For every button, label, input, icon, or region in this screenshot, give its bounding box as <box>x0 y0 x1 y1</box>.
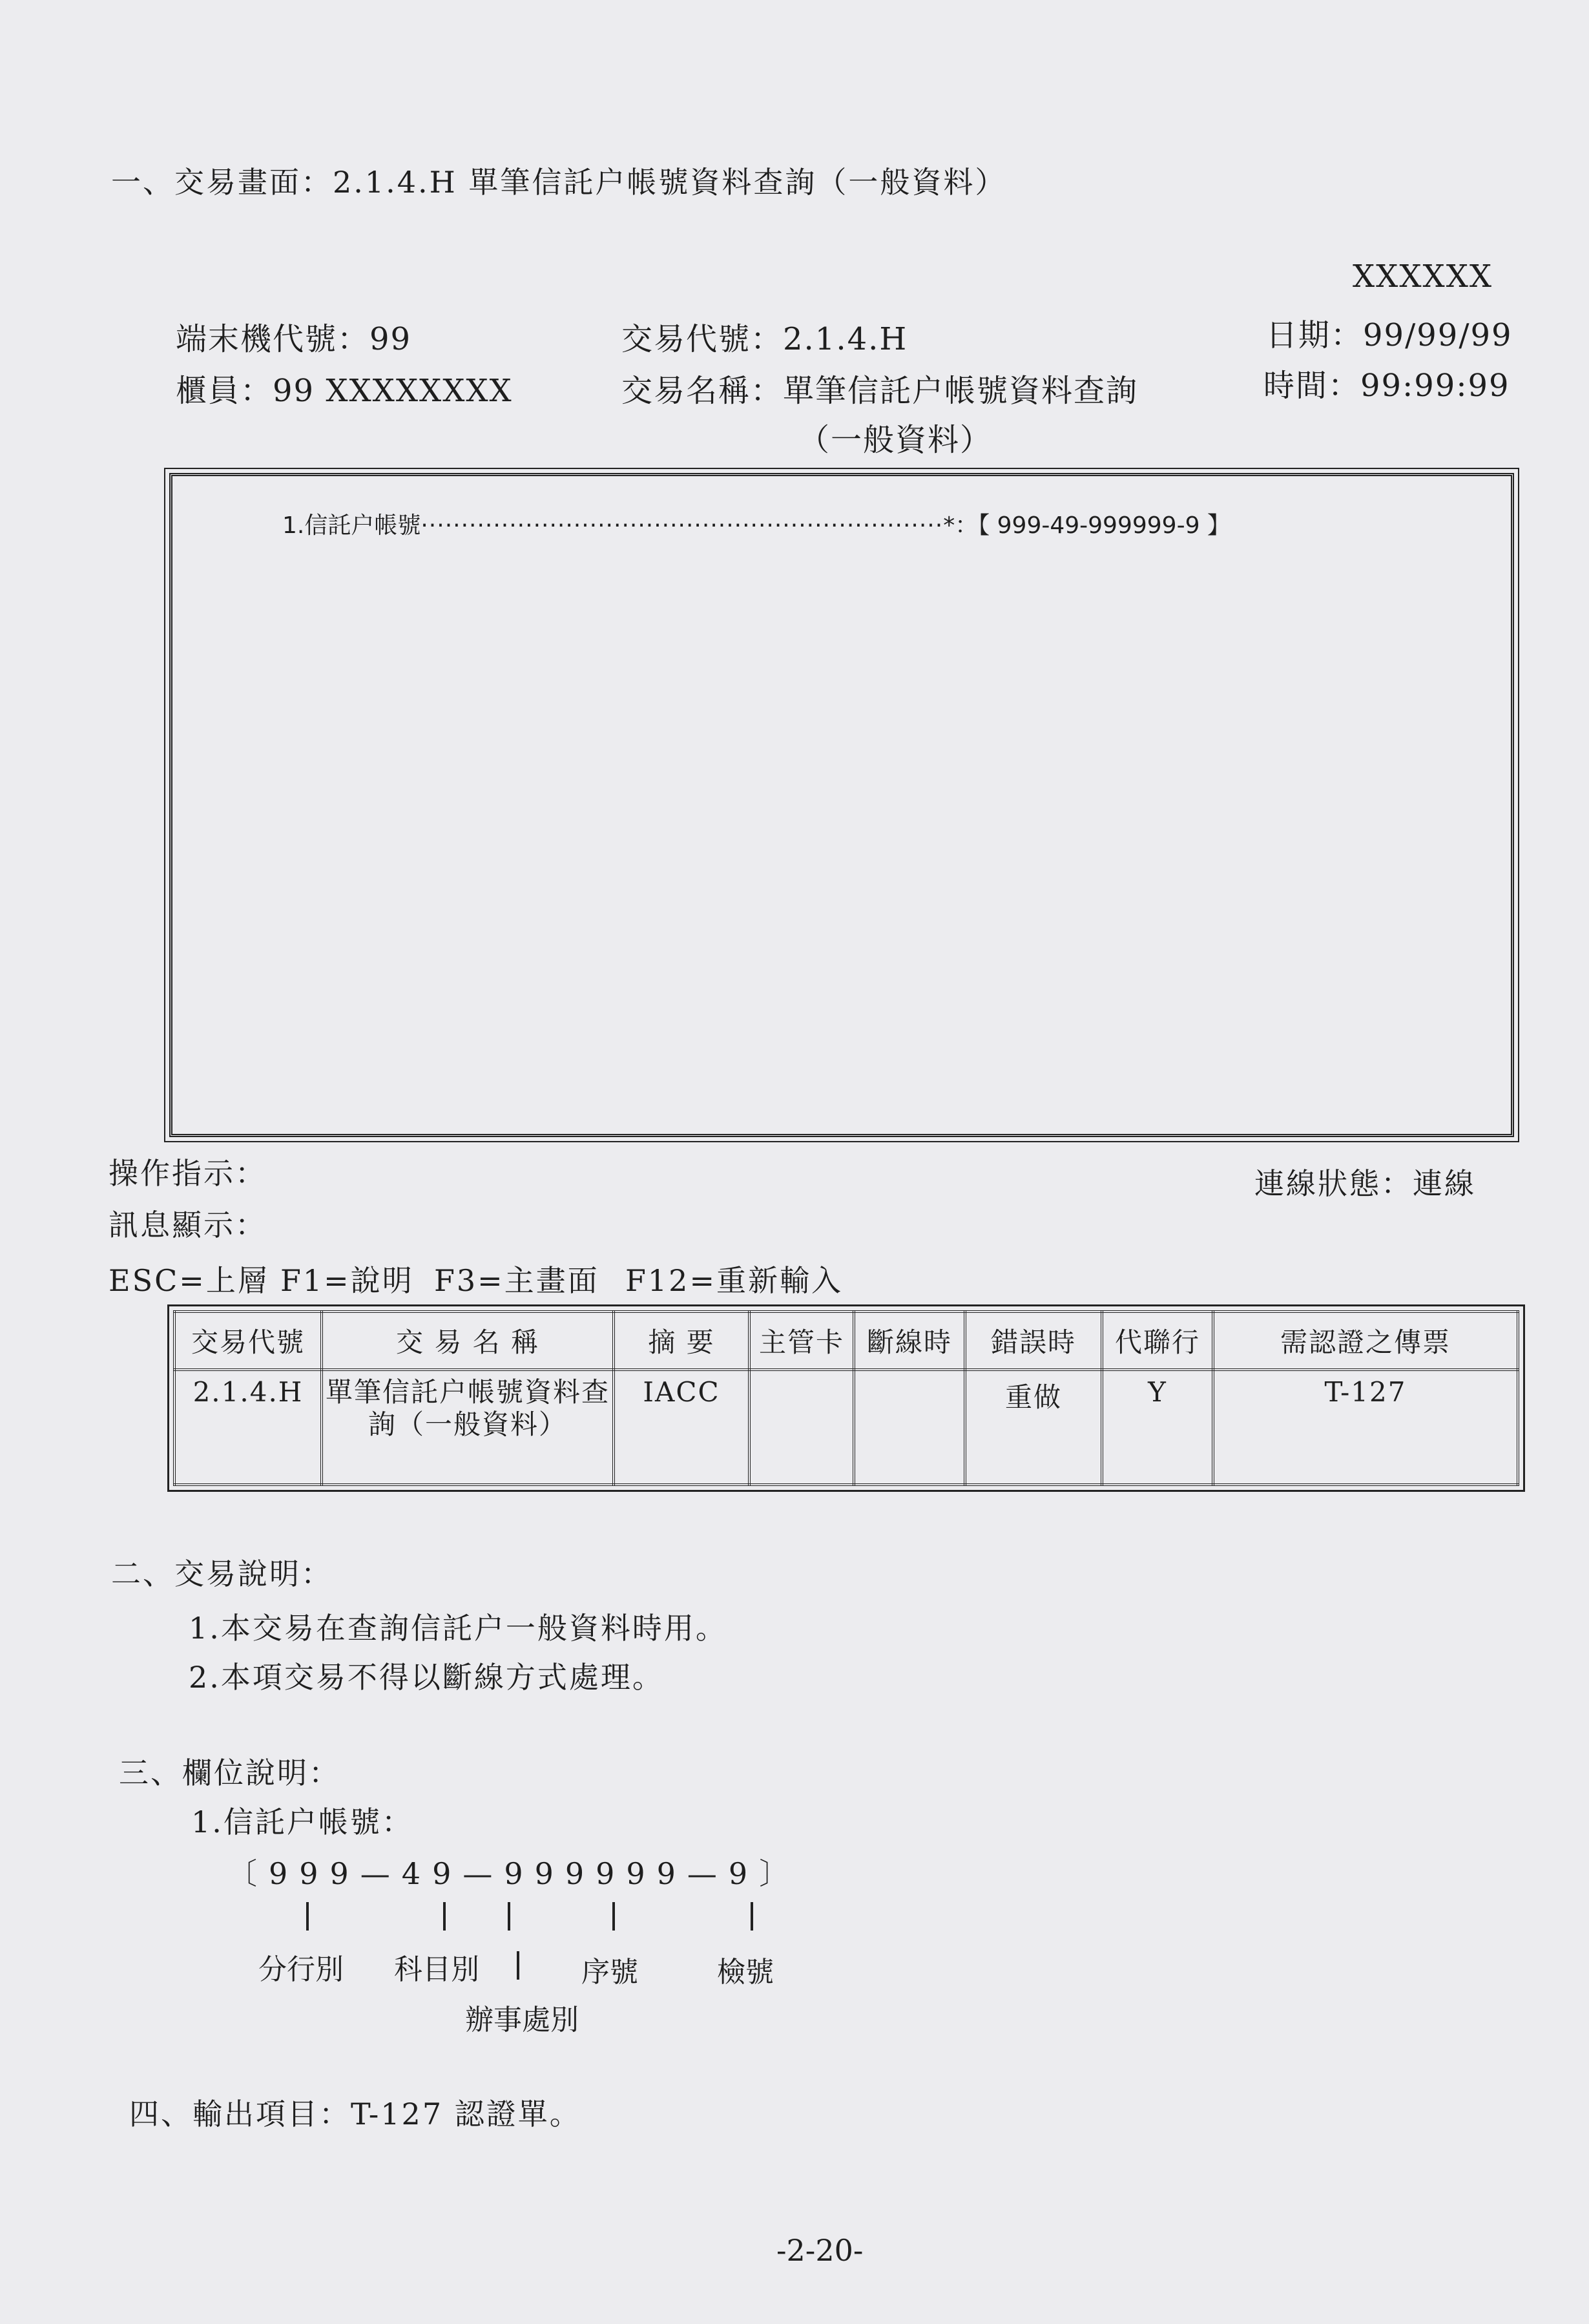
col-header: 斷線時 <box>854 1312 965 1370</box>
col-header: 摘 要 <box>614 1312 749 1370</box>
account-field-leader: ································································· <box>421 512 944 539</box>
message-display: 訊息顯示： <box>109 1208 267 1242</box>
col-header: 代聯行 <box>1102 1312 1213 1370</box>
account-field-value[interactable]: 【 999-49-999999-9 】 <box>978 512 1231 539</box>
cell-name: 單筆信託户帳號資料查詢（一般資料） <box>322 1370 614 1485</box>
key-f1[interactable]: F1=說明 <box>280 1263 414 1298</box>
transaction-name: 交易名稱：單筆信託户帳號資料查詢 <box>621 373 1139 409</box>
section4-title: 四、輸出項目：T-127 認證單。 <box>129 2097 581 2131</box>
account-format: 〔999—49—999999—9〕 <box>227 1856 801 1891</box>
key-esc[interactable]: ESC=上層 <box>109 1263 269 1298</box>
col-header: 主管卡 <box>749 1312 854 1370</box>
label-branch: 分行別 <box>258 1953 344 1986</box>
section2-item-1: 1.本交易在查詢信託户一般資料時用。 <box>189 1611 727 1646</box>
label-office: 辦事處別 <box>465 2004 579 2036</box>
terminal-id: 端末機代號：99 <box>176 321 412 357</box>
check-tick <box>751 1902 753 1931</box>
transaction-code: 交易代號：2.1.4.H <box>621 321 908 357</box>
transaction-table <box>173 1310 1519 1486</box>
screen-input-area <box>169 473 1514 1137</box>
screen-time: 時間：99:99:99 <box>1263 368 1510 404</box>
cell-agent-bank: Y <box>1102 1370 1213 1485</box>
section3-field: 1.信託户帳號： <box>191 1805 413 1839</box>
cell-on-error: 重做 <box>965 1370 1102 1485</box>
label-subject: 科目別 <box>394 1953 479 1986</box>
col-header: 錯誤時 <box>965 1312 1102 1370</box>
cell-voucher: T-127 <box>1213 1370 1518 1485</box>
required-marker: *： <box>943 512 979 539</box>
section2-title: 二、交易說明： <box>111 1556 333 1591</box>
col-header: 需認證之傳票 <box>1213 1312 1518 1370</box>
serial-tick <box>612 1902 615 1931</box>
operation-prompt: 操作指示： <box>109 1156 267 1191</box>
account-field-row[interactable] <box>282 507 1231 540</box>
cell-summary: IACC <box>614 1370 749 1485</box>
col-header: 交易代號 <box>174 1312 322 1370</box>
page-number: -2-20- <box>776 2233 864 2268</box>
teller-id: 櫃員：99 XXXXXXXX <box>176 373 513 409</box>
table-row <box>174 1370 1518 1485</box>
section3-title: 三、欄位說明： <box>119 1755 340 1790</box>
label-check: 檢號 <box>717 1956 774 1989</box>
office-tick <box>508 1902 510 1931</box>
table-header-row <box>174 1312 1518 1370</box>
screen-code: XXXXXX <box>1353 258 1493 295</box>
cell-offline <box>854 1370 965 1485</box>
section1-title: 一、交易畫面：2.1.4.H 單筆信託户帳號資料查詢（一般資料） <box>111 165 1007 200</box>
label-serial: 序號 <box>581 1956 638 1989</box>
col-header: 交 易 名 稱 <box>322 1312 614 1370</box>
office-tick-lower <box>517 1951 519 1980</box>
screen-date: 日期：99/99/99 <box>1266 317 1513 353</box>
connection-status: 連線狀態：連線 <box>1254 1166 1476 1201</box>
branch-tick <box>306 1902 309 1931</box>
section2-item-2: 2.本項交易不得以斷線方式處理。 <box>189 1660 664 1695</box>
cell-supervisor-card <box>749 1370 854 1485</box>
cell-code: 2.1.4.H <box>174 1370 322 1485</box>
transaction-name-cont: （一般資料） <box>798 422 993 458</box>
subject-tick <box>443 1902 446 1931</box>
key-f12[interactable]: F12=重新輸入 <box>625 1263 843 1298</box>
account-field-label: 1.信託户帳號 <box>282 512 421 539</box>
key-f3[interactable]: F3=主畫面 <box>434 1263 599 1298</box>
